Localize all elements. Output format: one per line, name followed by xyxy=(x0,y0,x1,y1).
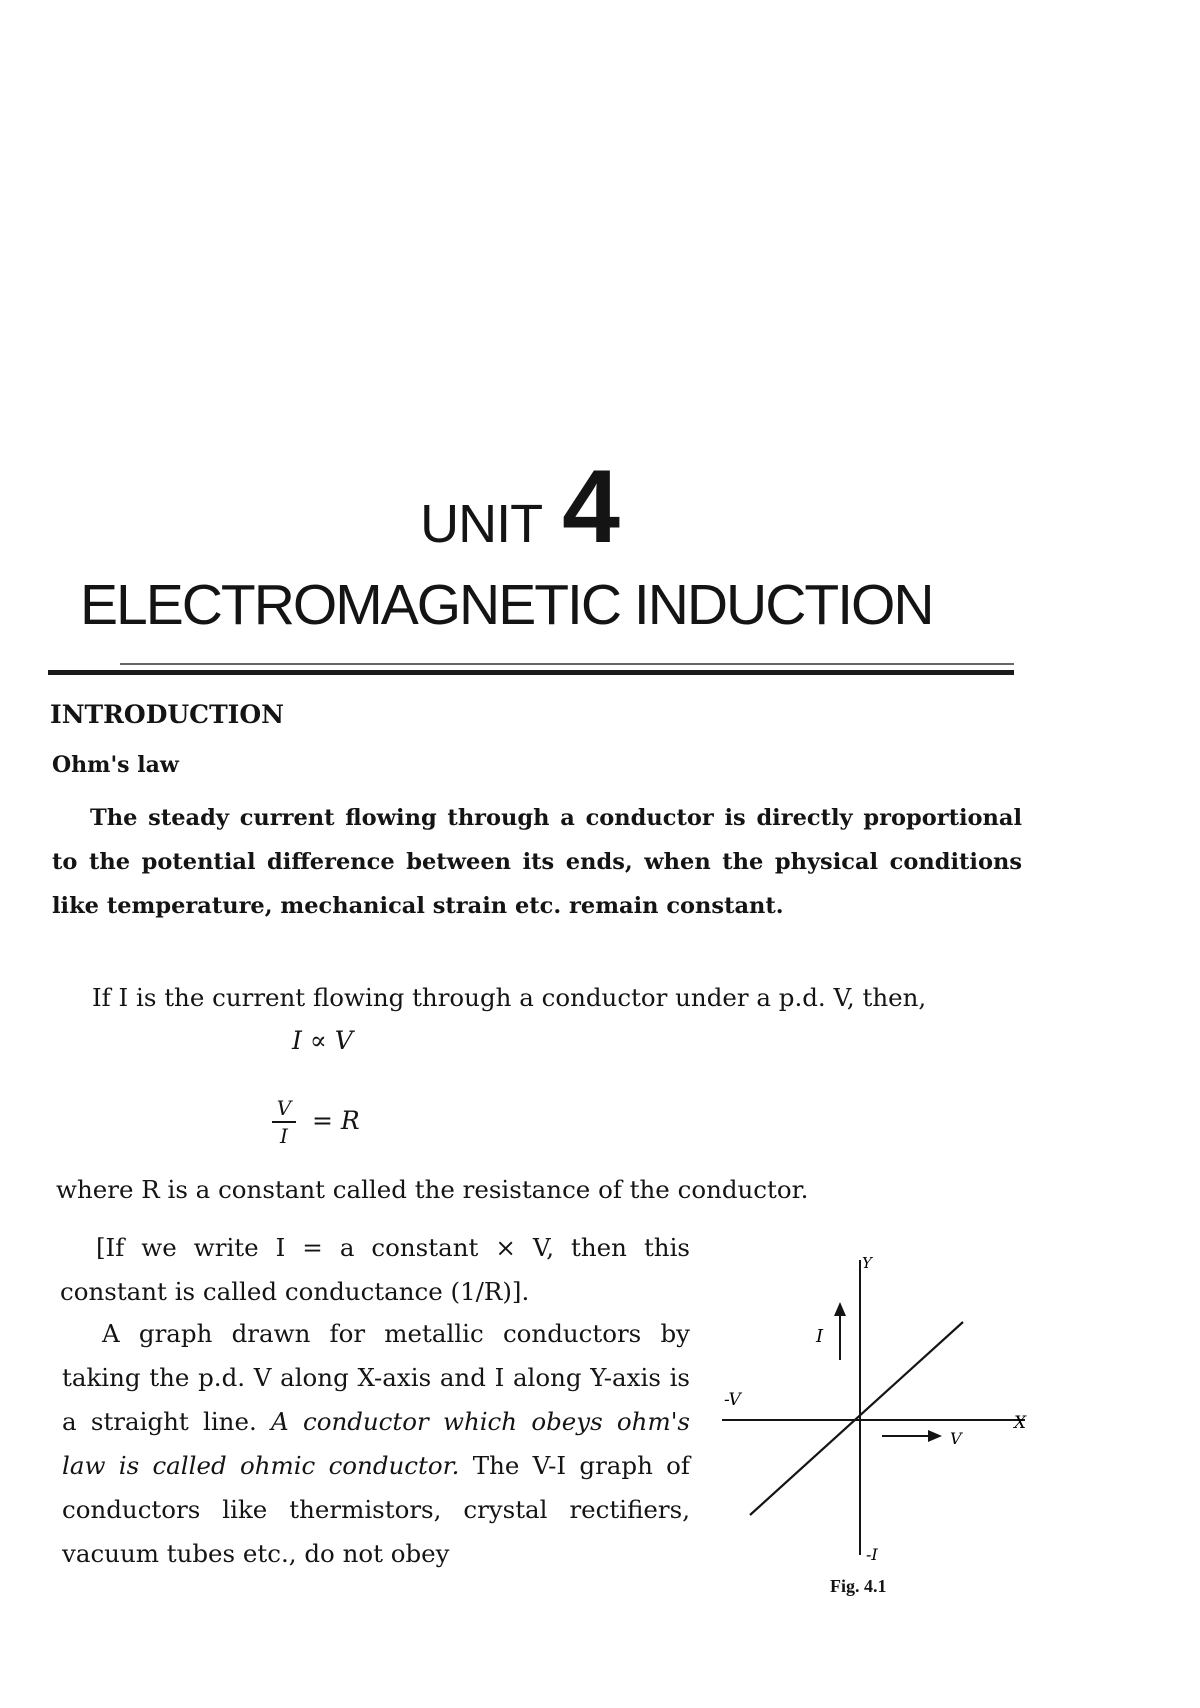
current-arrow-head xyxy=(834,1302,846,1316)
voltage-label: V xyxy=(950,1429,962,1448)
fraction-denominator: I xyxy=(280,1124,288,1148)
graph-paragraph-part2: The V-I graph of conductors like thermistors, crystal rectifiers, vacuum tubes etc., do not obey xyxy=(62,1451,690,1568)
subheading: Ohm's law xyxy=(52,752,179,778)
resistance-equation-rhs: = R xyxy=(312,1106,360,1135)
resistance-sentence: where R is a constant called the resistance of the conductor. xyxy=(56,1175,809,1204)
current-label: I xyxy=(816,1326,824,1347)
neg-voltage-label: -V xyxy=(724,1390,741,1410)
y-axis-label: Y xyxy=(862,1254,872,1272)
fraction-bar xyxy=(272,1121,296,1123)
fraction-numerator: V xyxy=(276,1096,292,1120)
current-sentence: If I is the current flowing through a conductor under a p.d. V, then, xyxy=(92,983,927,1012)
title-rule xyxy=(48,670,1014,675)
unit-heading xyxy=(0,448,1040,567)
title-rule-thin xyxy=(120,663,1014,665)
unit-label: UNIT xyxy=(420,494,543,554)
graph-paragraph-part1: A graph drawn for metallic conductors by taking the p.d. V along X-axis and I along Y-axis is a straight line. xyxy=(62,1319,690,1436)
section-heading: INTRODUCTION xyxy=(50,700,285,729)
neg-current-label: -I xyxy=(866,1545,878,1564)
fraction xyxy=(272,1096,296,1148)
unit-number: 4 xyxy=(562,449,620,565)
law-statement: The steady current flowing through a conductor is directly proportional to the potential difference between its ends, when the physical conditions like temperature, mechanical strain etc. remain constant. xyxy=(52,805,1022,919)
voltage-arrow-head xyxy=(928,1430,942,1442)
ohmic-line xyxy=(750,1322,963,1515)
x-axis-label: X xyxy=(1014,1413,1027,1433)
vi-graph-figure xyxy=(700,1250,1040,1590)
conductance-sentence: [If we write I = a constant × V, then this constant is called conductance (1/R)]. xyxy=(60,1233,690,1306)
chapter-title: ELECTROMAGNETIC INDUCTION xyxy=(80,573,933,637)
figure-caption: Fig. 4.1 xyxy=(830,1576,887,1596)
proportionality-equation: I ∝ V xyxy=(292,1026,353,1055)
graph-paragraph xyxy=(62,1312,690,1576)
ohmic-definition: A conductor which obeys ohm's law is called ohmic conductor. xyxy=(62,1407,690,1480)
